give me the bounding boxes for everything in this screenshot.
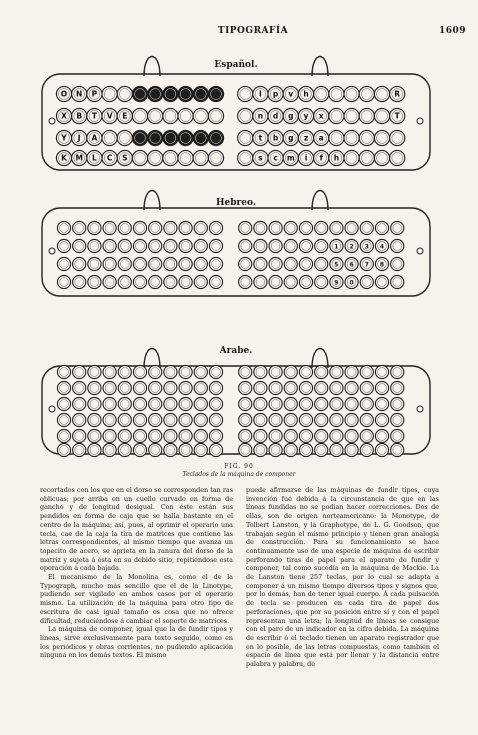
key-letter: K	[61, 153, 67, 163]
mounting-hole	[49, 248, 55, 254]
key-letter: T	[91, 111, 97, 121]
keyboard-label-arabic: Arabe.	[219, 346, 253, 356]
hanger-lug	[144, 191, 160, 211]
hanger-lug	[312, 57, 328, 77]
key-letter: O	[60, 89, 68, 99]
key-letter: T	[394, 111, 400, 121]
running-head-title: TIPOGRAFÍA	[217, 26, 289, 36]
key-letter: S	[122, 153, 128, 163]
page-number: 1609	[438, 26, 466, 36]
keyboard-label-spanish: Español.	[214, 60, 258, 70]
figure-caption: Teclados de la máquina de componer	[182, 471, 296, 478]
hanger-lug	[144, 57, 160, 77]
paragraph: El mecanismo de la Monolina es, como el de la Typograph, mucho más sencillo que el de la Linotype, pudiendo ser vigilado en ambos casos por el operario mismo. La utilización de la máquina para otro tipo de escritura de casi igual tamaño es cosa que no ofrece dificultad, reduciéndose á cambiar el soporte de matrices.	[40, 573, 233, 625]
key-letter: M	[75, 153, 83, 163]
key-letter: x	[318, 111, 324, 121]
left-column	[40, 486, 233, 726]
key-letter: g	[288, 133, 294, 143]
key-letter: p	[272, 89, 279, 99]
key-letter: v	[288, 89, 294, 99]
mounting-hole	[417, 118, 423, 124]
key-letter: A	[91, 133, 98, 143]
key-letter: m	[286, 153, 295, 163]
key-letter: z	[303, 133, 309, 143]
key-letter: E	[122, 111, 128, 121]
mounting-hole	[49, 406, 55, 412]
mounting-hole	[417, 406, 423, 412]
mounting-hole	[49, 118, 55, 124]
hanger-lug	[312, 191, 328, 211]
key-letter: 0	[349, 279, 354, 287]
key-letter: h	[333, 153, 340, 163]
key-letter: s	[258, 153, 263, 163]
key-letter: 7	[364, 261, 369, 269]
key-letter: I	[259, 89, 262, 99]
key-letter: d	[272, 111, 279, 121]
keyboard-label-hebrew: Hebreo.	[216, 198, 256, 208]
key-letter: Y	[61, 133, 67, 143]
key-letter: B	[76, 111, 83, 121]
key-letter: X	[61, 111, 67, 121]
paragraph: puede afirmarse de las máquinas de fundir tipos, cuya invención fué debida á la circunstancia de que en las líneas fundidas no se podían hacer correcciones. Dos de ellas, son de origen norteamericano: la Monotype, de Tolbert Lanston, y la Graphotype, de L. G. Goodson, que trabajan según el mismo principio y tienen gran analogía de construcción. Para su funcionamiento se hace continuamente uso de una especie de máquina de escribir perforando tiras de papel para el aparato de fundir y componer, tal como sucedía en la máquina de Mackie. La de Lanston tiene 257 teclas, por lo cual se adapta á componer á un mismo tiempo diversos tipos y signos que, por lo demás, han de tener igual cuerpo. Á cada pulsación de tecla se producen en cada tira de papel dos perforaciones, que por su posición entre sí y con el papel representan una letra; la longitud de líneas se consigue con el paro de un indicador en la cifra debida. La máquina de escribir ó el teclado tienen un aparato registrador que en lo posible, de las letras compuestas, como también el espacio de línea que está por llenar y la distancia entre palabra y palabra, de	[246, 486, 439, 669]
key-letter: 9	[334, 279, 339, 287]
key-letter: R	[394, 89, 401, 99]
figure-number: FIG. 90	[224, 463, 254, 470]
hanger-lug	[144, 349, 160, 369]
body-text	[40, 486, 440, 726]
key-letter: f	[319, 153, 323, 163]
key-letter: 8	[379, 261, 385, 269]
key-letter: a	[318, 133, 324, 143]
key-letter: V	[106, 111, 113, 121]
key-letter: 3	[364, 243, 369, 251]
key-letter: 5	[334, 261, 339, 269]
key-letter: h	[303, 89, 309, 99]
running-head	[40, 26, 466, 40]
key-letter: C	[106, 153, 113, 163]
keyboard-figure	[36, 46, 436, 461]
paragraph: La máquina de componer, igual que la de fundir tipos y líneas, sirve exclusivamente para texto seguido, como en los periódicos y obras corrientes, no pudiendo aplicación ninguna en los demás textos. El mismo	[40, 625, 233, 660]
keyboard-illustration	[36, 46, 436, 461]
key-letter: c	[273, 153, 278, 163]
key-letter: P	[91, 89, 98, 99]
key-letter: L	[92, 153, 97, 163]
key-letter: 6	[349, 261, 354, 269]
mounting-hole	[417, 248, 423, 254]
key-letter: J	[77, 133, 81, 143]
paragraph: recortados con los que en el dorso se corresponden tan ras oblicuas; por arriba en un cuello curvado en forma de gancho y de longitud desigual. Con éste están sus pendidos en forma de caja que se halla bastante en el centro de la máquina; así, pues, al oprimir el operario una tecla, cae de la caja la tira de matrices que contiene las letras correspondientes, al mismo tiempo que avanza un topecito de acero, se aprieta en la ranura del dorso de la matriz y sujeta á ésta en su debido sitio, repitiéndose esta operación á cada bajada.	[40, 486, 233, 573]
key-letter: g	[288, 111, 294, 121]
key-letter: i	[304, 153, 308, 163]
key-letter: t	[258, 133, 263, 143]
key-letter: 1	[334, 243, 339, 251]
key-letter: b	[272, 133, 279, 143]
right-column	[246, 486, 439, 726]
key-letter: 4	[379, 243, 385, 251]
key-letter: N	[76, 89, 83, 99]
key-letter: 2	[349, 243, 354, 251]
key-letter: n	[257, 111, 264, 121]
key-letter: y	[303, 111, 309, 121]
